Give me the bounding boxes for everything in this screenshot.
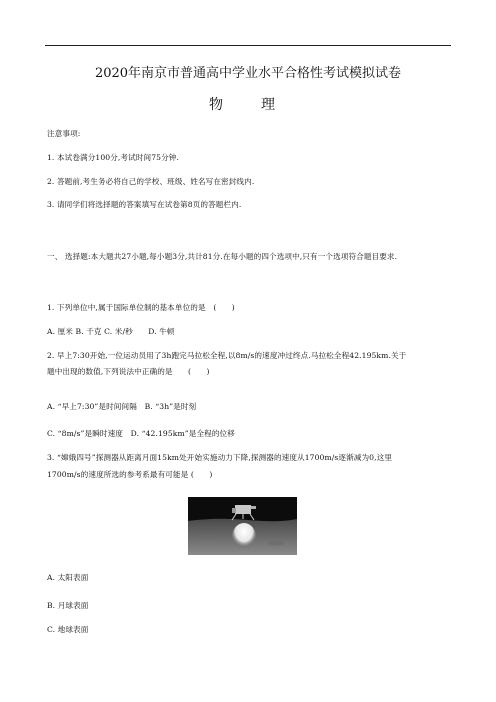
note-item-1: 1. 本试卷满分100分,考试时间75分钟. [47, 153, 179, 162]
question-3-option-c: C. 地球表面 [47, 625, 89, 634]
question-2-stem-line2: 题中出现的数值,下列说法中正确的是 ( ) [47, 367, 210, 376]
question-2-stem-line1: 2. 早上7:30开始,一位运动员用了3h跑完马拉松全程,以8m/s的速度冲过终点.马拉松全程42.195km.关于 [47, 351, 407, 360]
note-item-3: 3. 请同学们将选择题的答案填写在试卷第8页的答题栏内. [47, 200, 242, 209]
exam-title: 2020年南京市普通高中学业水平合格性考试模拟试卷 [94, 66, 402, 81]
section-heading: 一、 选择题:本大题共27小题,每小题3分,共计81分.在每小题的四个选项中,只有一个选项符合题目要求. [47, 252, 398, 261]
header-rule [45, 45, 451, 46]
notes-heading: 注意事项: [47, 129, 81, 138]
note-item-2: 2. 答题前,考生务必将自己的学校、班级、姓名写在密封线内. [47, 177, 255, 186]
question-1-stem: 1. 下列单位中,属于国际单位制的基本单位的是 ( ) [47, 303, 235, 312]
question-1-options: A. 厘米 B. 千克 C. 米/秒 D. 牛顿 [47, 327, 175, 336]
question-2-options-ab: A. “早上7:30”是时间间隔 B. “3h”是时刻 [47, 402, 197, 411]
subject-title: 物 理 [209, 97, 287, 113]
question-3-option-a: A. 太阳表面 [47, 573, 89, 582]
question-3-option-b: B. 月球表面 [47, 601, 89, 610]
question-3-stem-line1: 3. “嫦娥四号”探测器从距离月面15km处开始实施动力下降,探测器的速度从1700m/s逐渐减为0,这里 [47, 453, 393, 462]
lunar-lander-photo [188, 497, 297, 555]
question-3-stem-line2: 1700m/s的速度所选的参考系最有可能是 ( ) [47, 470, 213, 479]
question-2-options-cd: C. “8m/s”是瞬时速度 D. “42.195km”是全程的位移 [47, 429, 235, 438]
